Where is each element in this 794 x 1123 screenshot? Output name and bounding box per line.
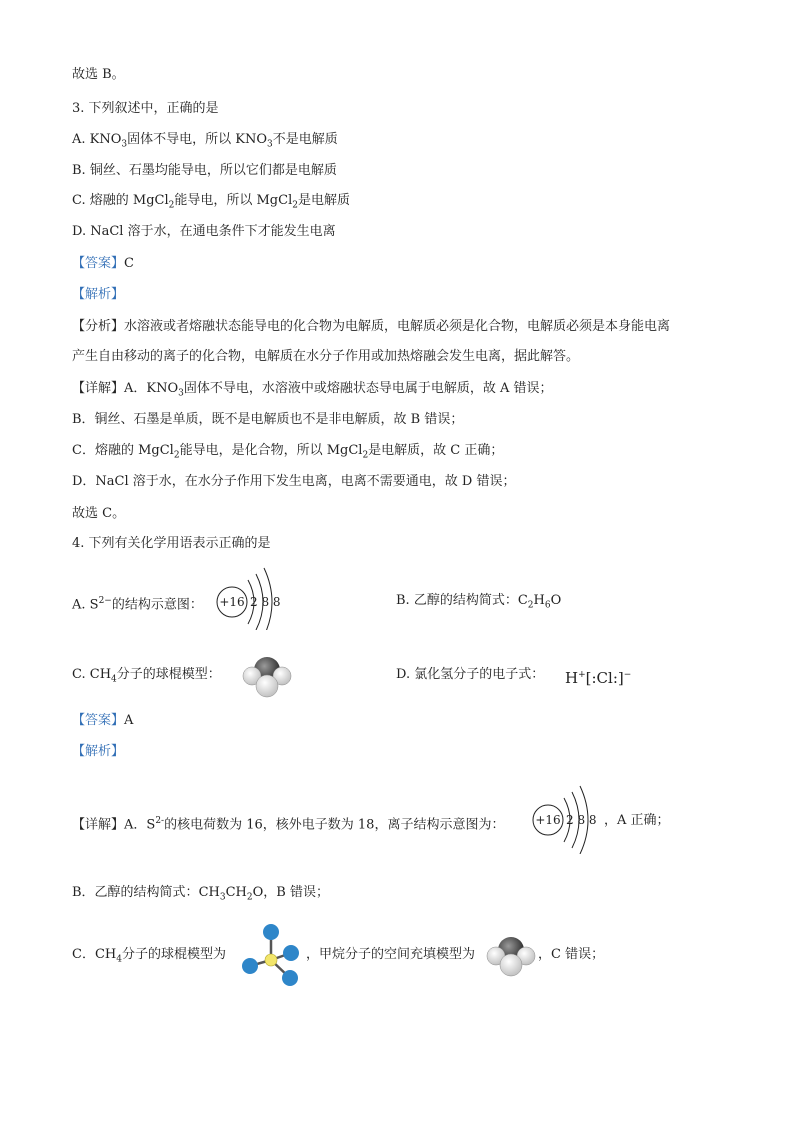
q3-stem: 3. 下列叙述中，正确的是 (72, 101, 219, 116)
q3-detail-b: B．铜丝、石墨是单质，既不是电解质也不是非电解质，故 B 错误； (72, 412, 464, 427)
q4-option-a: A. $S^{2-}$的结构示意图： (72, 596, 203, 613)
q3-detail-a: 【详解】A．$KNO_3$固体不导电，水溶液中或熔融状态导电属于电解质，故 A 错误； (72, 381, 553, 399)
methane-space-filling-model-icon (240, 652, 294, 702)
q3-detail-c: C．熔融的 MgCl$_2$能导电，是化合物，所以 MgCl$_2$是电解质，故 C 正确； (72, 443, 504, 461)
svg-text:+16: +16 (535, 813, 561, 827)
q4-detail-a-end: ，A 正确； (604, 813, 670, 828)
q3-answer: 【答案】C (72, 256, 134, 271)
q4-option-d: D. 氯化氢分子的电子式： (396, 667, 545, 682)
q4-detail-b: B．乙醇的结构简式：$CH_3CH_2O$，B 错误； (72, 885, 329, 903)
q3-conclusion: 故选 C。 (72, 506, 126, 521)
q3-fenxi-1: 【分析】水溶液或者熔融状态能导电的化合物为电解质，电解质必须是化合物，电解质必须是本身能电离 (72, 319, 671, 334)
hcl-electron-formula: H+[:Cl:]− (565, 669, 632, 687)
q4-stem: 4. 下列有关化学用语表示正确的是 (72, 536, 271, 551)
q4-analysis-tag: 【解析】 (72, 744, 125, 759)
q4-detail-c-part1: C．$CH_4$分子的球棍模型为 (72, 947, 226, 965)
methane-ball-stick-model-icon (238, 920, 306, 990)
q3-option-b: B. 铜丝、石墨均能导电，所以它们都是电解质 (72, 163, 337, 178)
q4-detail-a: 【详解】A．$S^{2-}$的核电荷数为 16，核外电子数为 18，离子结构示意图为： (72, 816, 505, 833)
sulfide-ion-structure-diagram (214, 566, 284, 630)
sulfide-ion-structure-diagram-2 (530, 784, 602, 854)
svg-text:2 8 8: 2 8 8 (250, 595, 281, 609)
q3-fenxi-2: 产生自由移动的离子的化合物，电解质在水分子作用或加热熔融会发生电离，据此解答。 (72, 349, 580, 364)
answer-tag: 【答案】 (72, 256, 125, 271)
q4-detail-c-part3: ，C 错误； (538, 947, 605, 962)
q3-detail-d: D．NaCl 溶于水，在水分子作用下发生电离，电离不需要通电，故 D 错误； (72, 474, 516, 489)
q3-option-a: A. $KNO_3$固体不导电，所以 $KNO_3$不是电解质 (72, 132, 338, 150)
q4-detail-c-part2: ，甲烷分子的空间充填模型为 (306, 947, 476, 962)
svg-text:+16: +16 (219, 595, 245, 609)
q3-option-d: D. NaCl 溶于水，在通电条件下才能发生电离 (72, 224, 336, 239)
conclusion-prev: 故选 B。 (72, 67, 125, 82)
q3-analysis-tag: 【解析】 (72, 287, 125, 302)
svg-text:2 8 8: 2 8 8 (566, 813, 597, 827)
methane-space-filling-model-icon-2 (484, 932, 538, 980)
q4-option-c: C. $CH_4$分子的球棍模型： (72, 667, 221, 685)
q4-option-b: B. 乙醇的结构简式：$C_2H_6O$ (396, 593, 562, 611)
q4-answer: 【答案】A (72, 713, 134, 728)
q3-option-c: C. 熔融的 MgCl$_2$能导电，所以 MgCl$_2$是电解质 (72, 193, 350, 211)
